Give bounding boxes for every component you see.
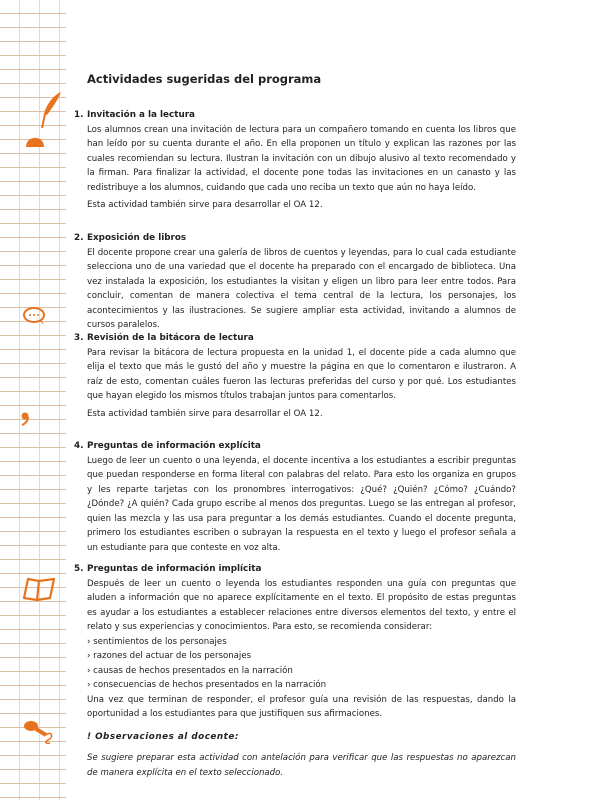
comma-icon [20, 412, 30, 426]
activity-heading: Invitación a la lectura [87, 110, 195, 120]
activity-note: Esta actividad también sirve para desarrollar el OA 12. [87, 200, 323, 210]
observations-body: Se sugiere preparar esta actividad con antelación para verificar que las respuestas no aparezcan de manera explícita en el texto seleccionado. [87, 753, 516, 778]
microphone-icon [22, 718, 56, 744]
list-item: › consecuencias de hechos presentados en la narración [87, 678, 516, 693]
activity-heading: Exposición de libros [87, 233, 187, 243]
activity-heading: Preguntas de información implícita [87, 564, 262, 574]
activity-5 [74, 562, 516, 722]
consideration-list [87, 635, 516, 693]
activity-number: 5. [74, 564, 84, 574]
activity-body: Luego de leer un cuento o una leyenda, el docente incentiva a los estudiantes a escribir preguntas que puedan responderse en forma literal con palabras del relato. Para esto los organiza en grupos y les reparte tarjetas con los pronombres interrogativos: ¿Qué? ¿Quién? ¿Cómo? ¿Cuándo? ¿Dónde? ¿A quién? Cada grupo escribe al menos dos preguntas. Luego se las entregan al profesor, quien las mezcla y las usa para preguntar a los demás estudiantes. Cuando el docente pregunta, primero los estudiantes escriben o subrayan la respuesta en el texto y luego el profesor señala a un estudiante para que conteste en voz alta. [87, 455, 516, 553]
activity-number: 4. [74, 441, 84, 451]
activity-body: Los alumnos crean una invitación de lectura para un compañero tomando en cuenta los libros que han leído por su cuenta durante el año. En ella proponen un título y explican las razones por las cuales recomiendan su lectura. Ilustran la invitación con un dibujo alusivo al texto recomendado y la firman. Para finalizar la actividad, el docente pone todas las invitaciones en un canasto y las redistribuye a los alumnos, cuidando que cada uno reciba un texto que aún no haya leído. [87, 124, 516, 193]
page-title: Actividades sugeridas del programa [87, 72, 322, 86]
list-item: › causas de hechos presentados en la narración [87, 664, 516, 679]
activity-number: 3. [74, 333, 84, 343]
list-item: › razones del actuar de los personajes [87, 649, 516, 664]
list-item: › sentimientos de los personajes [87, 635, 516, 650]
activity-heading: Preguntas de información explícita [87, 441, 261, 451]
activity-1 [74, 108, 516, 213]
quill-pen-icon [34, 90, 64, 130]
open-book-icon [20, 576, 56, 602]
activity-body: El docente propone crear una galería de libros de cuentos y leyendas, para lo cual cada estudiante selecciona uno de una variedad que el docente ha preparado con el encargado de biblioteca. Una vez instalada la exposición, los estudiantes la visitan y eligen un libro para leer entre todos. Para concluir, comentan de manera colectiva el tema central de la lectura, los personajes, los acontecimientos y las ilustraciones. Se sugiere ampliar esta actividad, invitando a alumnos de cursos paralelos. [87, 247, 516, 330]
observations-heading: ! Observaciones al docente: [87, 732, 239, 742]
activity-note: Esta actividad también sirve para desarrollar el OA 12. [87, 408, 323, 419]
teacher-observations [87, 730, 516, 781]
activity-closing: Una vez que terminan de responder, el profesor guía una revisión de las respuestas, dando la oportunidad a los estudiantes para que justifiquen sus afirmaciones. [87, 694, 516, 719]
activity-number: 2. [74, 233, 84, 243]
activity-2 [74, 231, 516, 333]
activity-heading: Revisión de la bitácora de lectura [87, 333, 254, 343]
speech-bubble-icon [22, 306, 48, 326]
activity-body: Después de leer un cuento o leyenda los estudiantes responden una guía con preguntas que aluden a información que no aparece explícitamente en el texto. El propósito de estas preguntas es ayudar a los estudiantes a establecer relaciones entre diversos elementos del texto, y entre el relato y sus experiencias y conocimientos. Para esto, se recomienda considerar: [87, 578, 516, 632]
ink-pot-icon [24, 134, 46, 148]
activity-3 [74, 331, 516, 421]
activity-4 [74, 439, 516, 555]
activity-body: Para revisar la bitácora de lectura propuesta en la unidad 1, el docente pide a cada alumno que elija el texto que más le gustó del año y muestre la página en que lo comentaron e ilustraron. A raíz de esto, comentan cuáles fueron las lecturas preferidas del curso y por qué. Los estudiantes que hayan elegido los mismos títulos trabajan juntos para comentarlos. [87, 347, 516, 401]
activity-number: 1. [74, 110, 84, 120]
